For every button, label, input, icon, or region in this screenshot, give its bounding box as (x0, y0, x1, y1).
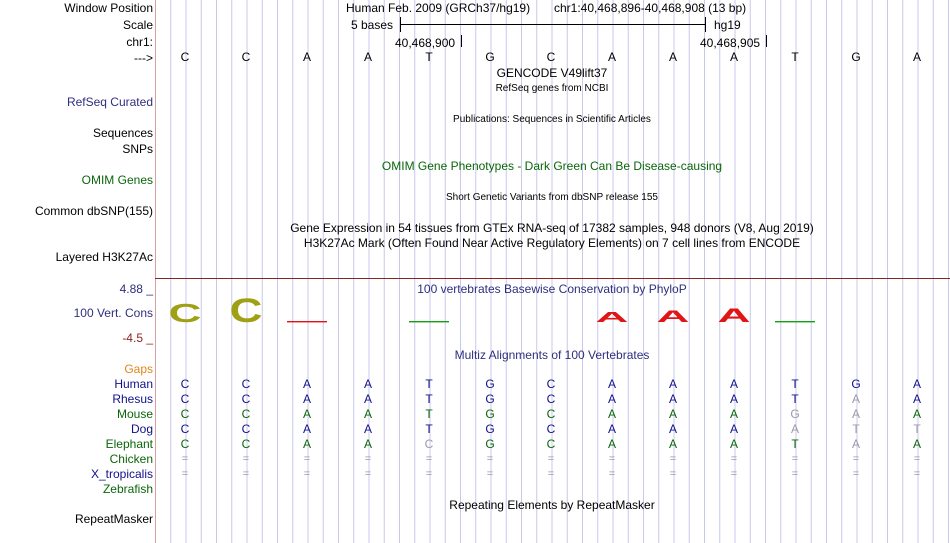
track-label-h3k27ac[interactable]: Layered H3K27Ac (55, 250, 153, 264)
omim-track-title: OMIM Gene Phenotypes - Dark Green Can Be Disease-causing (381, 159, 723, 173)
alignment-base: A (363, 422, 372, 436)
publications-track-title: Publications: Sequences in Scientific Articles (453, 114, 651, 125)
alignment-base: A (851, 392, 860, 406)
species-label[interactable]: Human (114, 377, 153, 391)
alignment-base: = (303, 453, 311, 465)
alignment-base: A (668, 392, 677, 406)
coordinate-left-tick (461, 35, 462, 47)
alignment-base: C (424, 437, 434, 451)
alignment-base: G (485, 377, 495, 391)
alignment-base: = (181, 468, 189, 480)
alignment-base: T (791, 377, 799, 391)
alignment-base: A (912, 437, 921, 451)
reference-base: T (425, 50, 433, 64)
alignment-base: A (912, 377, 921, 391)
alignment-base: = (486, 468, 494, 480)
h3k27ac-track-title: H3K27Ac Mark (Often Found Near Active Regulatory Elements) on 7 cell lines from ENCODE (303, 236, 801, 250)
alignment-base: = (669, 453, 677, 465)
coordinate-right-tick (766, 35, 767, 47)
reference-base: C (546, 50, 556, 64)
conservation-logo-letter: A (595, 308, 629, 326)
conservation-logo-letter: C (229, 291, 263, 330)
alignment-base: A (729, 407, 738, 421)
alignment-base: A (668, 407, 677, 421)
gencode-track-title[interactable]: GENCODE V49lift37 (496, 66, 608, 80)
coordinate-left: 40,468,900 (395, 36, 456, 50)
alignment-base: C (180, 422, 190, 436)
reference-base: A (607, 50, 616, 64)
alignment-base: C (546, 377, 556, 391)
track-label-sequences[interactable]: Sequences (92, 126, 153, 140)
alignment-base: = (791, 453, 799, 465)
alignment-base: = (608, 468, 616, 480)
alignment-base: A (851, 437, 860, 451)
alignment-base: T (791, 437, 799, 451)
alignment-base: A (912, 407, 921, 421)
species-label[interactable]: Mouse (116, 407, 153, 421)
alignment-base: A (607, 437, 616, 451)
alignment-base: T (425, 407, 433, 421)
phylop-track-title: 100 vertebrates Basewise Conservation by PhyloP (417, 282, 687, 296)
track-group-divider (155, 278, 950, 279)
alignment-base: C (241, 437, 251, 451)
alignment-base: C (241, 392, 251, 406)
dbsnp-track-title: Short Genetic Variants from dbSNP release 155 (446, 192, 658, 203)
alignment-base: T (913, 422, 921, 436)
reference-base: T (791, 50, 799, 64)
reference-base: C (180, 50, 190, 64)
track-label-refseq[interactable]: RefSeq Curated (66, 95, 153, 109)
gtex-track-title: Gene Expression in 54 tissues from GTEx RNA-seq of 17382 samples, 948 donors (V8, Aug 2019) (290, 221, 814, 235)
track-label-omim[interactable]: OMIM Genes (81, 173, 153, 187)
reference-base: A (912, 50, 921, 64)
reference-base: A (668, 50, 677, 64)
alignment-base: A (363, 437, 372, 451)
alignment-base: = (547, 453, 555, 465)
alignment-base: A (912, 392, 921, 406)
alignment-base: A (607, 422, 616, 436)
alignment-base: = (913, 468, 921, 480)
alignment-base: C (546, 437, 556, 451)
alignment-base: A (729, 377, 738, 391)
scale-bar-right-tick (705, 17, 706, 32)
species-label[interactable]: Dog (130, 422, 153, 436)
alignment-base: T (425, 392, 433, 406)
reference-base: C (241, 50, 251, 64)
scale-assembly: hg19 (714, 18, 741, 32)
alignment-base: C (546, 422, 556, 436)
conservation-score-bar (287, 321, 327, 322)
alignment-base: = (303, 468, 311, 480)
alignment-base: G (485, 407, 495, 421)
scale-label: Scale (122, 18, 153, 32)
track-label-snps[interactable]: SNPs (122, 142, 153, 156)
conservation-logo-letter: C (168, 298, 202, 328)
coordinate-right: 40,468,905 (700, 36, 761, 50)
species-label[interactable]: Rhesus (112, 392, 153, 406)
strand-arrow-label: ---> (134, 51, 153, 65)
chromosome-label: chr1: (126, 35, 153, 49)
alignment-base: A (363, 392, 372, 406)
alignment-base: G (485, 392, 495, 406)
conservation-score-bar (409, 321, 449, 322)
alignment-base: A (302, 377, 311, 391)
alignment-base: = (669, 468, 677, 480)
alignment-base: C (180, 437, 190, 451)
alignment-base: = (486, 453, 494, 465)
alignment-base: A (729, 392, 738, 406)
alignment-base: A (790, 422, 799, 436)
alignment-base: = (913, 453, 921, 465)
multiz-track-title: Multiz Alignments of 100 Vertebrates (454, 348, 650, 362)
alignment-base: A (363, 407, 372, 421)
alignment-base: G (790, 407, 800, 421)
alignment-base: A (302, 437, 311, 451)
alignment-base: = (852, 453, 860, 465)
cons-axis-max: 4.88 _ (119, 282, 153, 296)
alignment-base: = (364, 468, 372, 480)
alignment-base: C (180, 377, 190, 391)
alignment-base: A (607, 377, 616, 391)
species-label[interactable]: Zebrafish (102, 482, 153, 496)
repeatmasker-track-title: Repeating Elements by RepeatMasker (449, 498, 655, 512)
species-label[interactable]: Chicken (109, 452, 153, 466)
alignment-base: = (425, 468, 433, 480)
alignment-base: = (242, 453, 250, 465)
reference-base: G (851, 50, 861, 64)
scale-bases: 5 bases (351, 18, 394, 32)
alignment-base: = (181, 453, 189, 465)
alignment-base: = (852, 468, 860, 480)
cons-axis-min: -4.5 _ (122, 331, 153, 345)
reference-base: G (485, 50, 495, 64)
alignment-base: A (302, 422, 311, 436)
reference-base: A (302, 50, 311, 64)
alignment-base: C (180, 392, 190, 406)
species-label[interactable]: Elephant (105, 437, 153, 451)
alignment-base: C (241, 407, 251, 421)
conservation-score-bar (775, 321, 815, 322)
reference-base: A (363, 50, 372, 64)
alignment-base: C (241, 422, 251, 436)
alignment-base: A (607, 407, 616, 421)
alignment-base: A (851, 407, 860, 421)
alignment-base: = (425, 453, 433, 465)
alignment-base: T (791, 392, 799, 406)
alignment-base: A (302, 392, 311, 406)
window-position: chr1:40,468,896-40,468,908 (13 bp) (554, 1, 747, 15)
alignment-base: G (485, 437, 495, 451)
track-label-conservation[interactable]: 100 Vert. Cons (73, 306, 153, 320)
alignment-base: A (668, 377, 677, 391)
alignment-base: C (546, 392, 556, 406)
alignment-base: = (608, 453, 616, 465)
reference-base: A (729, 50, 738, 64)
assembly-name: Human Feb. 2009 (GRCh37/hg19) (346, 1, 531, 15)
alignment-base: A (668, 437, 677, 451)
alignment-base: T (425, 377, 433, 391)
conservation-logo-letter: A (656, 307, 690, 326)
alignment-base: A (729, 422, 738, 436)
alignment-base: C (180, 407, 190, 421)
scale-bar-left-tick (400, 17, 401, 32)
track-label-repeatmasker[interactable]: RepeatMasker (74, 512, 153, 526)
alignment-base: C (241, 377, 251, 391)
alignment-base: A (668, 422, 677, 436)
window-position-label: Window Position (64, 1, 153, 15)
refseq-track-description: RefSeq genes from NCBI (495, 83, 609, 94)
alignment-base: = (730, 453, 738, 465)
alignment-base: = (547, 468, 555, 480)
alignment-base: = (791, 468, 799, 480)
alignment-base: T (425, 422, 433, 436)
phylop-conservation-logo (155, 291, 950, 330)
alignment-base: = (730, 468, 738, 480)
alignment-base: A (363, 377, 372, 391)
alignment-base: T (852, 422, 860, 436)
alignment-base: G (485, 422, 495, 436)
alignment-base: A (729, 437, 738, 451)
species-label[interactable]: X_tropicalis (90, 467, 153, 481)
track-label-gaps[interactable]: Gaps (124, 362, 153, 376)
alignment-base: A (607, 392, 616, 406)
scale-bar (401, 24, 705, 25)
alignment-base: A (302, 407, 311, 421)
alignment-base: G (851, 377, 861, 391)
track-label-dbsnp[interactable]: Common dbSNP(155) (34, 204, 153, 218)
alignment-base: = (242, 468, 250, 480)
alignment-base: C (546, 407, 556, 421)
conservation-logo-letter: A (717, 304, 751, 327)
alignment-base: = (364, 453, 372, 465)
